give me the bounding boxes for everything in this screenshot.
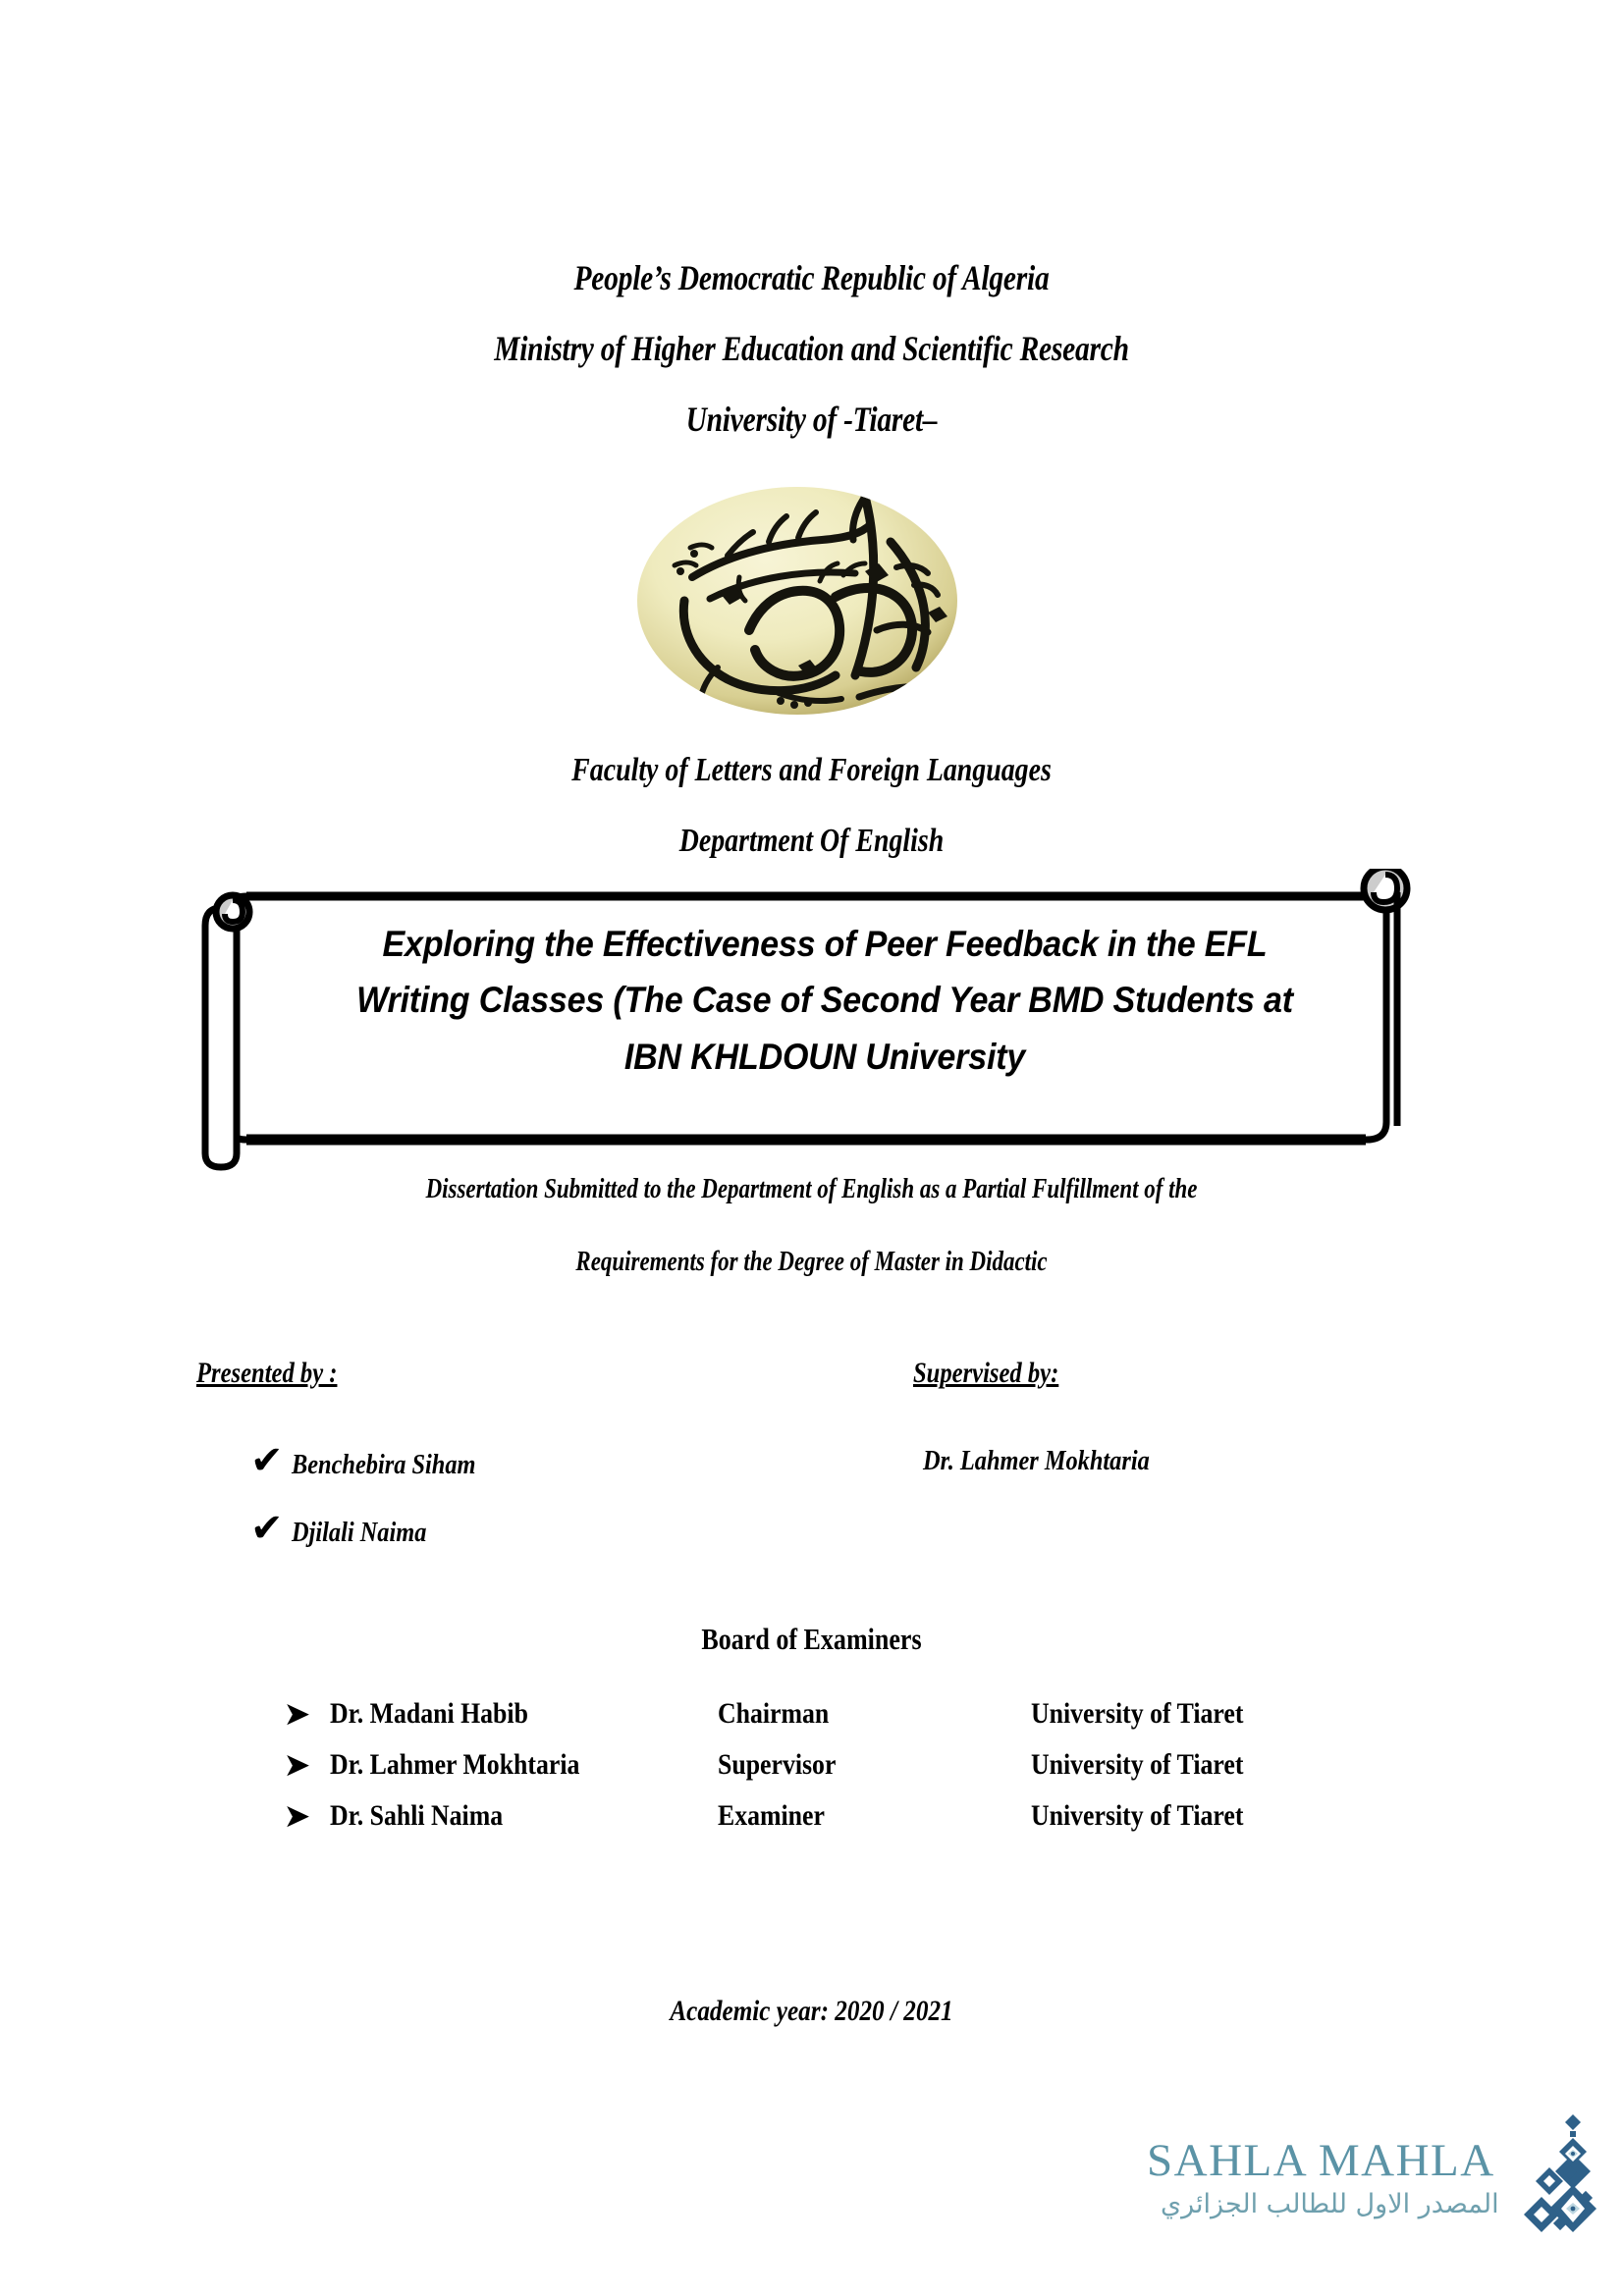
examiner-role: Supervisor	[717, 1748, 837, 1781]
submission-line-1: Dissertation Submitted to the Department of English as a Partial Fulfillment of the	[425, 1174, 1198, 1204]
university-logo	[633, 483, 962, 719]
checkmark-icon: ✔	[250, 1438, 284, 1483]
examiner-name: Dr. Sahli Naima	[329, 1799, 504, 1832]
geometric-ornament-icon	[1512, 2112, 1606, 2240]
dissertation-title	[337, 916, 1313, 1085]
supervised-by-label: Supervised by:	[913, 1357, 1059, 1389]
watermark-brand: SAHLA MAHLA	[1147, 2135, 1495, 2186]
author-item	[250, 1506, 859, 1552]
author-name: Djilali Naima	[292, 1517, 427, 1548]
academic-year: Academic year: 2020 / 2021	[670, 1995, 953, 2027]
arrow-bullet-icon: ➤	[285, 1799, 310, 1833]
board-of-examiners-table	[285, 1688, 1375, 1842]
sahla-mahla-watermark	[1147, 2120, 1598, 2248]
author-item	[250, 1438, 859, 1484]
watermark-tagline: المصدر الاول للطالب الجزائري	[1161, 2189, 1499, 2219]
header-line-country: People’s Democratic Republic of Algeria	[573, 258, 1050, 297]
examiner-role: Examiner	[717, 1799, 825, 1832]
examiner-name: Dr. Madani Habib	[329, 1697, 528, 1730]
examiner-university: University of Tiaret	[1031, 1799, 1244, 1832]
dissertation-title-scroll	[191, 888, 1434, 1153]
examiner-name: Dr. Lahmer Mokhtaria	[329, 1748, 580, 1781]
submission-statement	[0, 1176, 1623, 1321]
byline-row	[0, 1357, 1623, 1415]
supervisor-name: Dr. Lahmer Mokhtaria	[923, 1445, 1150, 1476]
presented-by-label: Presented by :	[196, 1357, 338, 1389]
author-name: Benchebira Siham	[292, 1449, 476, 1480]
table-row	[285, 1790, 1375, 1842]
submission-line-2: Requirements for the Degree of Master in Didactic	[575, 1247, 1048, 1277]
checkmark-icon: ✔	[250, 1506, 284, 1551]
faculty-line: Faculty of Letters and Foreign Languages	[571, 752, 1052, 788]
arrow-bullet-icon: ➤	[285, 1748, 310, 1782]
header-line-university: University of -Tiaret–	[685, 400, 938, 439]
examiner-role: Chairman	[717, 1697, 829, 1730]
authors-list	[250, 1438, 859, 1576]
ibn-khaldoun-emblem-icon	[633, 483, 962, 719]
table-row	[285, 1688, 1375, 1739]
institution-header	[0, 260, 1623, 472]
title-line-2: Writing Classes (The Case of Second Year BMD Students at	[356, 980, 1293, 1021]
title-line-1: Exploring the Effectiveness of Peer Feedback in the EFL	[382, 924, 1268, 964]
examiner-university: University of Tiaret	[1031, 1748, 1244, 1781]
examiner-university: University of Tiaret	[1031, 1697, 1244, 1730]
table-row	[285, 1739, 1375, 1790]
header-line-ministry: Ministry of Higher Education and Scientific Research	[494, 329, 1129, 368]
arrow-bullet-icon: ➤	[285, 1697, 310, 1731]
department-line: Department Of English	[678, 823, 945, 859]
board-of-examiners-title: Board of Examiners	[701, 1622, 922, 1656]
title-line-3: IBN KHLDOUN University	[623, 1036, 1026, 1077]
